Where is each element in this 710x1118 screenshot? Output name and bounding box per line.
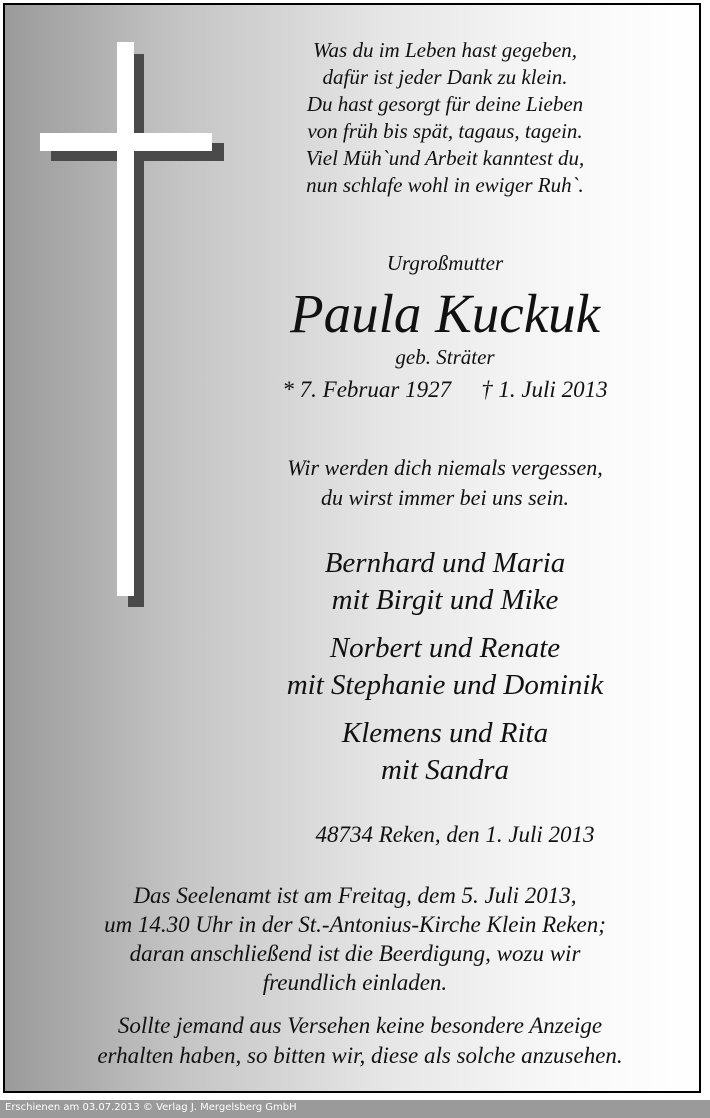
poem-line: dafür ist jeder Dank zu klein. xyxy=(322,65,568,89)
family-group xyxy=(225,630,665,704)
family-group xyxy=(225,715,665,789)
family-line: mit Stephanie und Dominik xyxy=(286,669,604,701)
life-dates xyxy=(235,377,655,403)
obituary-notice xyxy=(3,3,701,1093)
apology-line: Sollte jemand aus Versehen keine besondere Anzeige xyxy=(117,1013,603,1038)
family-line: mit Sandra xyxy=(380,754,510,786)
deceased-name: Paula Kuckuk xyxy=(289,283,601,344)
family-line: Norbert und Renate xyxy=(329,632,561,664)
poem-line: Viel Müh`und Arbeit kanntest du, xyxy=(305,146,585,170)
poem-line: nun schlafe wohl in ewiger Ruh`. xyxy=(306,173,584,197)
death-date: † 1. Juli 2013 xyxy=(481,377,608,402)
poem-line: von früh bis spät, tagaus, tagein. xyxy=(307,119,583,143)
family-line: mit Birgit und Mike xyxy=(331,584,559,616)
service-info xyxy=(25,881,685,997)
maiden-name: geb. Sträter xyxy=(395,345,495,369)
service-line: Das Seelenamt ist am Freitag, dem 5. Juli 2013, xyxy=(133,883,577,908)
memorial-text xyxy=(225,453,665,513)
place-date: 48734 Reken, den 1. Juli 2013 xyxy=(315,822,595,847)
service-line: daran anschließend ist die Beerdigung, wozu wir xyxy=(129,941,581,966)
cross-icon-vertical-beam xyxy=(117,42,134,596)
family-line: Klemens und Rita xyxy=(341,717,549,749)
poem-line: Was du im Leben hast gegeben, xyxy=(312,38,578,62)
birth-date: * 7. Februar 1927 xyxy=(282,377,452,402)
poem-line: Du hast gesorgt für deine Lieben xyxy=(306,92,584,116)
poem xyxy=(245,37,645,199)
family-line: Bernhard und Maria xyxy=(324,547,566,579)
relation-label: Urgroßmutter xyxy=(386,251,504,275)
memorial-line: du wirst immer bei uns sein. xyxy=(320,485,570,510)
publication-footer: Erschienen am 03.07.2013 © Verlag J. Mergelsberg GmbH xyxy=(0,1100,710,1118)
apology-line: erhalten haben, so bitten wir, diese als solche anzusehen. xyxy=(97,1043,623,1068)
service-line: um 14.30 Uhr in der St.-Antonius-Kirche Klein Reken; xyxy=(104,912,606,937)
cross-icon-horizontal-beam xyxy=(40,133,212,151)
memorial-line: Wir werden dich niemals vergessen, xyxy=(287,455,603,480)
apology-note xyxy=(25,1011,695,1071)
service-line: freundlich einladen. xyxy=(262,970,448,995)
family-group xyxy=(225,545,665,619)
